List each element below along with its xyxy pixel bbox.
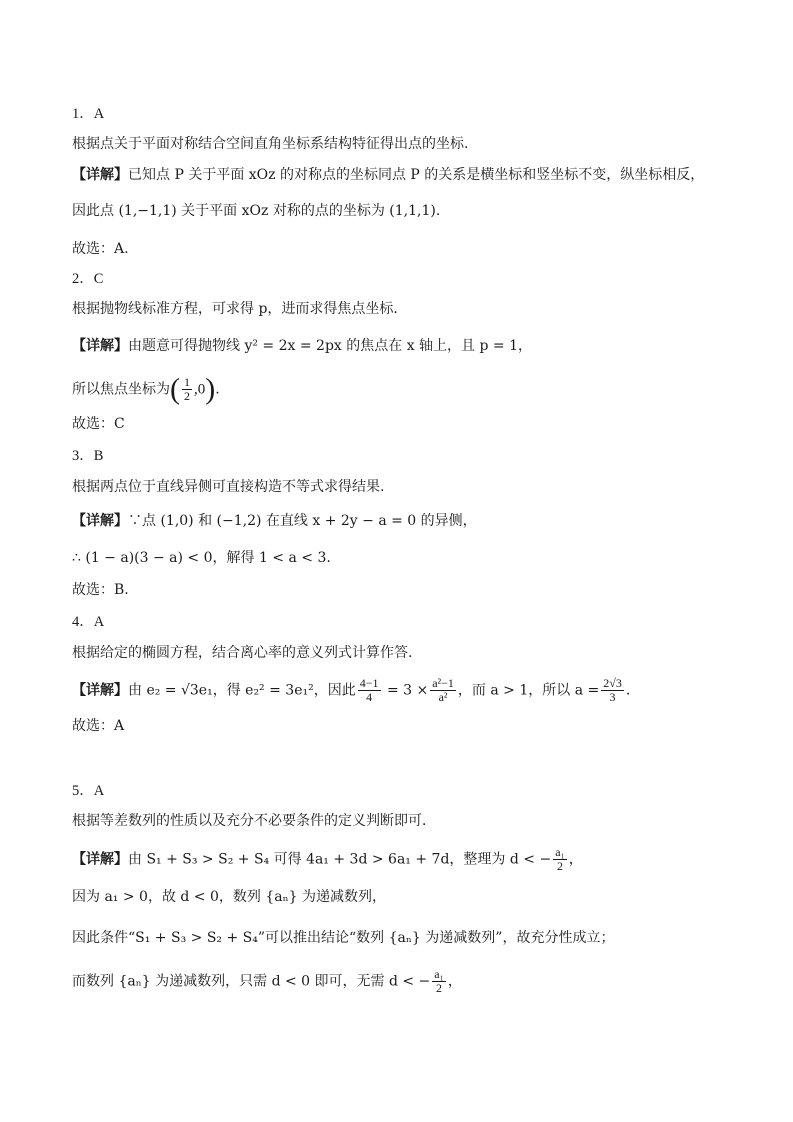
frac-numerator: a²−1	[432, 676, 454, 690]
q2-detail-1	[72, 336, 753, 356]
q2-detail-suffix: ,0	[194, 381, 206, 398]
q1-number: 1．A	[72, 106, 105, 122]
frac-numerator: a₁	[555, 845, 565, 859]
left-paren: (	[170, 372, 180, 406]
q4-detail	[72, 677, 753, 704]
frac-denominator: 2	[436, 981, 443, 995]
q1-detail-2: 因此点 (1,−1,1) 关于平面 xOz 对称的点的坐标为 (1,1,1).	[72, 203, 441, 219]
q4-detail-c: ，而 a > 1，所以 a =	[457, 682, 600, 699]
q4-fraction-1	[358, 677, 381, 704]
q4-fraction-3	[601, 677, 624, 704]
q1-detail-1	[72, 165, 753, 185]
q5-line-4-text: 而数列 {aₙ} 为递减数列，只需 d < 0 即可，无需 d < −	[72, 973, 431, 990]
q5-line-4	[72, 968, 753, 995]
q5-line-2: 因为 a₁ > 0，故 d < 0，数列 {aₙ} 为递减数列，	[72, 889, 387, 905]
q5-line-4-fraction	[432, 968, 446, 995]
detail-label: 【详解】	[72, 682, 128, 699]
q2-detail-text-1: 由题意可得抛物线 y² = 2x = 2px 的焦点在 x 轴上，且 p = 1，	[128, 338, 532, 354]
q5-hint: 根据等差数列的性质以及充分不必要条件的定义判断即可．	[72, 813, 436, 829]
comma: ，	[568, 851, 583, 868]
q3-hint: 根据两点位于直线异侧可直接构造不等式求得结果.	[72, 479, 385, 495]
detail-label: 【详解】	[72, 513, 128, 529]
q1-detail-text-1: 已知点 P 关于平面 xOz 的对称点的坐标同点 P 的关系是横坐标和竖坐标不变，纵坐标相反，	[128, 167, 705, 183]
q2-number: 2．C	[72, 271, 104, 287]
q2-detail-2	[72, 372, 753, 406]
detail-label: 【详解】	[72, 851, 128, 868]
frac-denominator: 3	[609, 690, 616, 704]
detail-label: 【详解】	[72, 338, 128, 354]
q3-number: 3．B	[72, 448, 104, 464]
frac-denominator: a²	[438, 690, 448, 704]
q4-hint: 根据给定的椭圆方程，结合离心率的意义列式计算作答.	[72, 645, 413, 661]
q2-detail-prefix: 所以焦点坐标为	[72, 381, 170, 398]
comma: ，	[447, 973, 462, 990]
q3-detail-2: ∴ (1 − a)(3 − a) < 0，解得 1 < a < 3.	[72, 550, 331, 566]
q4-detail-a: 由 e₂ = √3e₁，得 e₂² = 3e₁²，因此	[128, 682, 356, 699]
period: .	[215, 381, 220, 398]
q5-detail-1	[72, 846, 753, 873]
frac-numerator: 4−1	[359, 676, 379, 690]
q1-answer: 故选：A.	[72, 241, 129, 257]
q2-fraction	[182, 376, 192, 403]
q5-number: 5．A	[72, 783, 105, 799]
right-paren: )	[205, 372, 216, 406]
q3-detail-text-1: ∵点 (1,0) 和 (−1,2) 在直线 x + 2y − a = 0 的异侧，	[128, 513, 477, 529]
q5-fraction	[553, 846, 567, 873]
q4-fraction-2	[430, 677, 456, 704]
q3-detail-1	[72, 511, 753, 531]
q3-answer: 故选：B.	[72, 582, 129, 598]
frac-numerator: 1	[184, 375, 190, 389]
q2-hint: 根据抛物线标准方程，可求得 p，进而求得焦点坐标．	[72, 301, 408, 317]
frac-denominator: 4	[366, 690, 373, 704]
q4-number: 4．A	[72, 614, 105, 630]
period: .	[625, 682, 631, 699]
frac-numerator: a₁	[434, 967, 444, 981]
frac-denominator: 2	[556, 859, 563, 873]
detail-label: 【详解】	[72, 167, 128, 183]
q5-detail-text-1: 由 S₁ + S₃ > S₂ + S₄ 可得 4a₁ + 3d > 6a₁ + 7d，整理为 d < −	[128, 851, 552, 868]
q5-line-3: 因此条件“S₁ + S₃ > S₂ + S₄”可以推出结论“数列 {aₙ} 为递减数列”，故充分性成立；	[72, 930, 615, 946]
q1-hint: 根据点关于平面对称结合空间直角坐标系结构特征得出点的坐标.	[72, 136, 469, 152]
q2-answer: 故选：C	[72, 416, 125, 432]
frac-denominator: 2	[184, 389, 190, 403]
frac-numerator: 2√3	[603, 676, 622, 690]
q4-answer: 故选：A	[72, 718, 125, 734]
q4-detail-b: = 3 ×	[382, 682, 429, 699]
